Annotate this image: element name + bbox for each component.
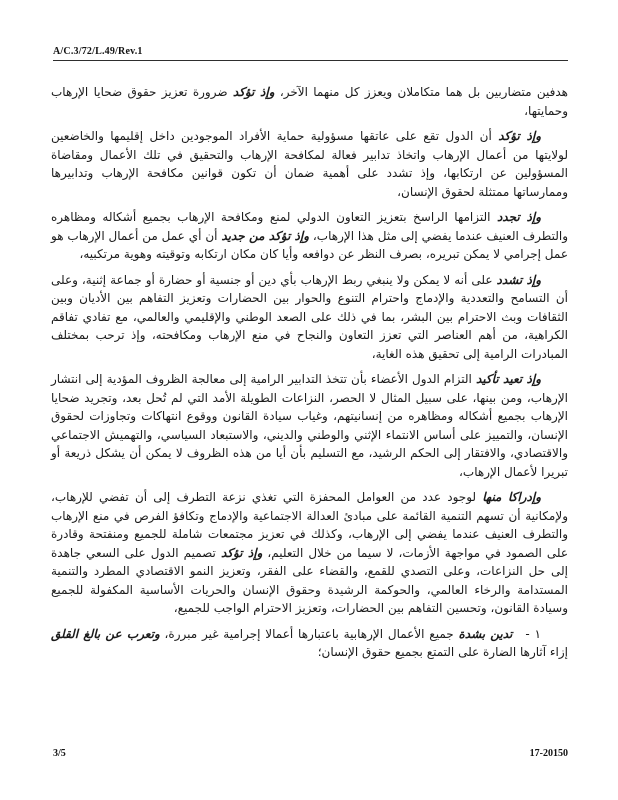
header-rule bbox=[53, 60, 568, 61]
text-segment: هدفين متضاربين بل هما متكاملان ويعزز كل منهما الآخر، bbox=[274, 85, 569, 99]
preambular-paragraph bbox=[51, 83, 568, 120]
page-number: 3/5 bbox=[53, 748, 66, 759]
preambular-verb: وإذ تعيد تأكيد bbox=[475, 372, 541, 386]
preambular-verb: وإذ تجدد bbox=[496, 210, 541, 224]
document-symbol: A/C.3/72/L.49/Rev.1 bbox=[53, 46, 143, 57]
preambular-verb: وإذ تؤكد من جديد bbox=[221, 228, 310, 243]
text-segment: ضرورة تعزيز حقوق ضحايا الإرهاب وحمايتها، bbox=[51, 85, 568, 118]
preambular-paragraph bbox=[51, 488, 568, 618]
text-segment: التزام الدول الأعضاء بأن تتخذ التدابير الرامية إلى معالجة الظروف المؤدية إلى انتشار الإرهاب، ومن بينها، على سبيل المثال لا الحصر، النزاعات الطويلة الأمد التي لم تُحل بعد، وتجريد ضحايا الإرهاب بجميع أشكاله ومظاهره من إنسانيتهم، وغياب سيادة القانون ووقوع انتهاكات وتجاوزات لحقوق الإنسان، والتمييز على أساس الانتماء الإثني والوطني والديني، والاستبعاد السياسي، والتهميش الاجتماعي والاقتصادي، والافتقار إلى الحكم الرشيد، مع التسليم بأن أيا من هذه الظروف لا يمكن أن يشكل ذريعة أو تبريرا لأعمال الإرهاب، bbox=[51, 372, 568, 479]
text-segment: تصميم الدول على السعي جاهدة إلى حل النزاعات، وعلى التصدي للقمع، والقضاء على الفقر، وتعزيز النمو الاقتصادي المطرد والتنمية المستدامة والرخاء العالمي، والحوكمة الرشيدة وحقوق الإنسان والحريات الأساسية المكفولة للجميع وسيادة القانون، وتحسين التفاهم بين الحضارات، وتعزيز الاحترام الواجب للجميع، bbox=[51, 545, 568, 615]
text-segment: جميع الأعمال الإرهابية باعتبارها أعمالا إجرامية غير مبررة، bbox=[159, 626, 459, 641]
text-segment: أن الدول تقع على عاتقها مسؤولية حماية الأفراد الموجودين داخل إقليمها والخاضعين لولايتها من أعمال الإرهاب واتخاذ تدابير فعالة لمكافحة الإرهاب والتحقيق في تلك الأعمال ومقاضاة المسؤولين عن ارتكابها، وإذ تشدد على أهمية ضمان أن تكون قوانين مكافحة الإرهاب وتدابيرها وممارساتها ممتثلة لحقوق الإنسان، bbox=[51, 129, 568, 199]
text-segment: أن أي عمل من أعمال الإرهاب هو عمل إجرامي لا يمكن تبريره، بصرف النظر عن دوافعه وأيا كان مكان ارتكابه وتوقيته وهوية مرتكبيه، bbox=[51, 228, 568, 261]
preambular-verb: وإذ تشدد bbox=[496, 272, 541, 287]
text-segment: لوجود عدد من العوامل المحفزة التي تغذي نزعة التطرف إلى أن تفضي للإرهاب، ولإمكانية أن تسهم التنمية القائمة على مبادئ العدالة الاجتماعية والإدماج وتكافؤ الفرص في منع الإرهاب والتطرف العنيف عندما يفضي إلى الإرهاب، وكذلك في تعزيز مجتمعات شاملة للجميع ومنفتحة وقادرة على الصمود في مواجهة الأزمات، لا سيما من خلال التعليم، bbox=[51, 490, 568, 560]
operative-verb: تدين بشدة bbox=[458, 626, 513, 641]
document-footer bbox=[53, 748, 568, 759]
operative-number: ١ - bbox=[525, 626, 541, 641]
preambular-verb: وإذ تؤكد bbox=[232, 85, 275, 99]
document-body bbox=[51, 83, 568, 669]
preambular-verb: وإدراكا منها bbox=[482, 490, 542, 504]
document-header bbox=[53, 46, 568, 61]
preambular-verb: وإذ تؤكد bbox=[498, 129, 541, 143]
operative-paragraph bbox=[51, 625, 568, 662]
text-segment: التزامها الراسخ بتعزيز التعاون الدولي لمنع ومكافحة الإرهاب بجميع أشكاله ومظاهره والتطرف العنيف عندما يفضي إلى مثل هذا الإرهاب، bbox=[51, 210, 568, 243]
operative-verb: وتعرب عن بالغ القلق bbox=[51, 626, 160, 641]
text-segment: على أنه لا يمكن ولا ينبغي ربط الإرهاب بأي دين أو جنسية أو حضارة أو جماعة إثنية، وعلى أن التسامح والتعددية والإدماج واحترام التنوع والحوار بين الحضارات وتعزيز التفاهم بين الأديان وبين الثقافات وبث الاحترام بين البشر، بما في ذلك على الصعد الوطني والإقليمي والعالمي، مع تفادي تفاقم الكراهية، من أهم العناصر التي تعزز التعاون والنجاح في منع الإرهاب ومكافحته، وإذ ترحب بمختلف المبادرات الرامية إلى تحقيق هذه الغاية، bbox=[51, 272, 568, 361]
preambular-paragraph bbox=[51, 127, 568, 201]
preambular-paragraph bbox=[51, 271, 568, 364]
text-segment: إزاء آثارها الضارة على التمتع بجميع حقوق الإنسان؛ bbox=[317, 645, 568, 659]
preambular-paragraph bbox=[51, 370, 568, 481]
preambular-verb: وإذ تؤكد bbox=[220, 545, 263, 560]
preambular-paragraph bbox=[51, 208, 568, 264]
job-number: 17-20150 bbox=[529, 748, 568, 759]
